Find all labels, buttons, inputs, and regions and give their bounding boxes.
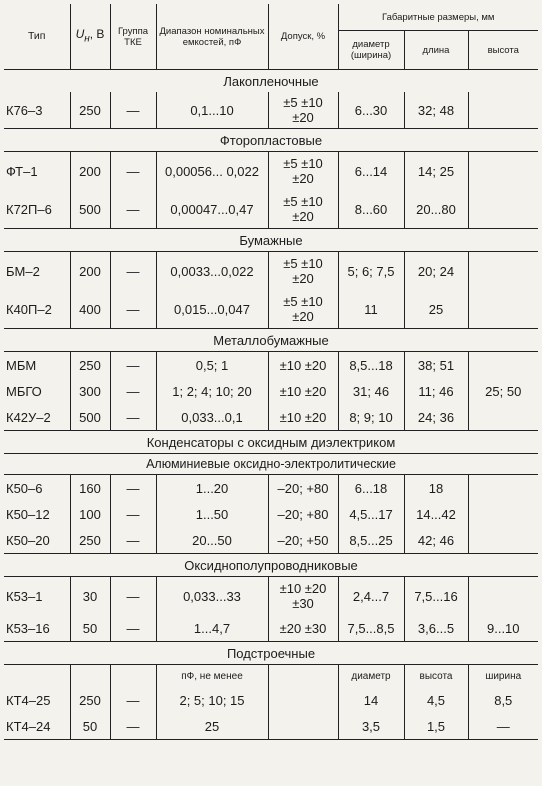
cell-tolerance: ±5 ±10 ±20 xyxy=(268,152,338,191)
table-row xyxy=(4,252,538,291)
cell-diameter: 6...14 xyxy=(338,152,404,191)
cell-height xyxy=(468,152,538,191)
cell-tolerance: –20; +80 xyxy=(268,501,338,527)
cell-type: К50–20 xyxy=(4,527,70,554)
cell-voltage: 250 xyxy=(70,527,110,554)
cell-diameter: 3,5 xyxy=(338,713,404,740)
cell-voltage: 30 xyxy=(70,577,110,616)
cell-tke: — xyxy=(110,527,156,554)
cell-voltage: 400 xyxy=(70,290,110,329)
cell-height xyxy=(468,290,538,329)
section-oxsemi: Оксиднополупроводниковые xyxy=(4,554,538,577)
cell-tolerance: ±5 ±10 ±20 xyxy=(268,190,338,229)
cell-type: К53–16 xyxy=(4,615,70,642)
table-row xyxy=(4,152,538,191)
cell-voltage: 50 xyxy=(70,615,110,642)
trimmer-header-width: ширина xyxy=(485,670,522,682)
cell-diameter: 4,5...17 xyxy=(338,501,404,527)
cell-length: 14...42 xyxy=(404,501,468,527)
cell-voltage: 100 xyxy=(70,501,110,527)
cell-type: К76–3 xyxy=(4,92,70,129)
section-paper: Бумажные xyxy=(4,229,538,252)
cell-tolerance: ±20 ±30 xyxy=(268,615,338,642)
cell-capacitance: 1...4,7 xyxy=(156,615,268,642)
trimmer-header-cap: пФ, не менее xyxy=(156,665,268,688)
section-aluminum: Алюминиевые оксидно-электролитические xyxy=(4,454,538,475)
cell-tke: — xyxy=(110,190,156,229)
cell-diameter: 7,5...8,5 xyxy=(338,615,404,642)
section-oxide: Конденсаторы с оксидным диэлектриком xyxy=(4,431,538,454)
cell-tke: — xyxy=(110,290,156,329)
cell-diameter: 8,5...18 xyxy=(338,352,404,379)
header-tke: Группа ТКЕ xyxy=(110,4,156,70)
cell-diameter: 8...60 xyxy=(338,190,404,229)
cell-voltage: 250 xyxy=(70,92,110,129)
cell-capacitance: 25 xyxy=(156,713,268,740)
table-row xyxy=(4,527,538,554)
header-capacitance: Диапазон номинальных емкостей, пФ xyxy=(156,4,268,70)
header-type: Тип xyxy=(4,4,70,70)
cell-diameter: 6...18 xyxy=(338,475,404,502)
cell-voltage: 200 xyxy=(70,152,110,191)
cell-capacitance: 0,015...0,047 xyxy=(156,290,268,329)
cell-height xyxy=(468,577,538,616)
cell-capacitance: 0,00047...0,47 xyxy=(156,190,268,229)
cell-length: 38; 51 xyxy=(404,352,468,379)
cell-tke: — xyxy=(110,92,156,129)
cell-length: 20...80 xyxy=(404,190,468,229)
cell-height xyxy=(468,475,538,502)
header-voltage: $U_н$, В xyxy=(70,4,110,70)
cell-width: — xyxy=(468,713,538,740)
header-tolerance: Допуск, % xyxy=(268,4,338,70)
cell-tke: — xyxy=(110,152,156,191)
cell-length: 18 xyxy=(404,475,468,502)
cell-diameter: 5; 6; 7,5 xyxy=(338,252,404,291)
cell-height: 25; 50 xyxy=(485,383,522,399)
cell-tolerance: ±5 ±10 ±20 xyxy=(268,290,338,329)
trimmer-header-diameter: диаметр xyxy=(338,665,404,688)
table-row xyxy=(4,501,538,527)
table-row xyxy=(4,404,538,431)
section-film: Фторопластовые xyxy=(4,129,538,152)
cell-capacitance: 20...50 xyxy=(156,527,268,554)
cell-voltage: 200 xyxy=(70,252,110,291)
cell-diameter: 6...30 xyxy=(338,92,404,129)
cell-tolerance: ±10 ±20 ±30 xyxy=(268,577,338,616)
cell-type: К40П–2 xyxy=(4,290,70,329)
cell-length: 7,5...16 xyxy=(404,577,468,616)
cell-length: 42; 46 xyxy=(404,527,468,554)
cell-tke: — xyxy=(110,501,156,527)
cell-tolerance xyxy=(268,687,338,713)
table-row xyxy=(4,290,538,329)
cell-length: 20; 24 xyxy=(404,252,468,291)
table-row xyxy=(4,475,538,502)
cell-type: К53–1 xyxy=(4,577,70,616)
cell-tolerance: ±10 ±20 xyxy=(268,378,338,404)
table-row xyxy=(4,713,538,740)
cell-height xyxy=(468,501,538,527)
cell-type: МБМ xyxy=(4,352,70,379)
cell-tke: — xyxy=(110,352,156,379)
cell-type: К50–6 xyxy=(4,475,70,502)
cell-tolerance: ±5 ±10 ±20 xyxy=(268,252,338,291)
cell-width: 8,5 xyxy=(494,692,513,708)
cell-height xyxy=(468,352,538,379)
cell-type: БМ–2 xyxy=(4,252,70,291)
cell-tolerance: ±10 ±20 xyxy=(268,404,338,431)
cell-type: КТ4–25 xyxy=(4,687,70,713)
cell-diameter: 8,5...25 xyxy=(338,527,404,554)
cell-type: ФТ–1 xyxy=(4,152,70,191)
cell-tolerance: ±5 ±10 ±20 xyxy=(268,92,338,129)
cell-type: К72П–6 xyxy=(4,190,70,229)
table-row xyxy=(4,615,538,642)
cell-length: 3,6...5 xyxy=(404,615,468,642)
section-lacquer: Лакопленочные xyxy=(4,70,538,93)
cell-tolerance: ±10 ±20 xyxy=(268,352,338,379)
cell-height: 1,5 xyxy=(404,713,468,740)
capacitor-spec-table xyxy=(4,4,538,740)
cell-voltage: 300 xyxy=(70,378,110,404)
section-metalpaper: Металлобумажные xyxy=(4,329,538,352)
trimmer-subheader xyxy=(4,665,538,688)
table-row xyxy=(4,687,538,713)
table-row xyxy=(4,92,538,129)
cell-diameter: 31; 46 xyxy=(338,378,404,404)
table-row xyxy=(4,577,538,616)
cell-diameter: 2,4...7 xyxy=(338,577,404,616)
cell-voltage: 50 xyxy=(70,713,110,740)
section-trimmer: Подстроечные xyxy=(4,642,538,665)
cell-type: К50–12 xyxy=(4,501,70,527)
cell-capacitance: 0,0033...0,022 xyxy=(156,252,268,291)
cell-tke: — xyxy=(110,378,156,404)
trimmer-header-height: высота xyxy=(404,665,468,688)
cell-tke: — xyxy=(110,687,156,713)
cell-voltage: 160 xyxy=(70,475,110,502)
table-row xyxy=(4,190,538,229)
cell-capacitance: 0,033...33 xyxy=(156,577,268,616)
cell-capacitance: 1...20 xyxy=(156,475,268,502)
cell-length: 24; 36 xyxy=(404,404,468,431)
cell-tolerance: –20; +80 xyxy=(268,475,338,502)
table-row xyxy=(4,352,538,379)
cell-voltage: 250 xyxy=(70,687,110,713)
cell-diameter: 11 xyxy=(338,290,404,329)
cell-tolerance: –20; +50 xyxy=(268,527,338,554)
cell-length: 11; 46 xyxy=(404,378,468,404)
header-height: высота xyxy=(468,31,538,70)
cell-type: К42У–2 xyxy=(4,404,70,431)
cell-height xyxy=(468,404,538,431)
cell-capacitance: 0,033...0,1 xyxy=(156,404,268,431)
cell-tke: — xyxy=(110,404,156,431)
cell-height: 9...10 xyxy=(486,620,520,636)
cell-tke: — xyxy=(110,252,156,291)
cell-tke: — xyxy=(110,615,156,642)
table-row xyxy=(4,378,538,404)
cell-diameter: 14 xyxy=(338,687,404,713)
cell-capacitance: 0,1...10 xyxy=(156,92,268,129)
header-diameter: диаметр (ширина) xyxy=(338,31,404,70)
cell-capacitance: 2; 5; 10; 15 xyxy=(156,687,268,713)
cell-height xyxy=(468,252,538,291)
cell-voltage: 250 xyxy=(70,352,110,379)
cell-capacitance: 0,5; 1 xyxy=(156,352,268,379)
cell-length: 32; 48 xyxy=(404,92,468,129)
cell-capacitance: 1...50 xyxy=(156,501,268,527)
cell-height xyxy=(468,92,538,129)
cell-length: 14; 25 xyxy=(404,152,468,191)
cell-tke: — xyxy=(110,577,156,616)
cell-tolerance xyxy=(268,713,338,740)
cell-type: КТ4–24 xyxy=(4,713,70,740)
cell-capacitance: 0,00056... 0,022 xyxy=(156,152,268,191)
cell-capacitance: 1; 2; 4; 10; 20 xyxy=(156,378,268,404)
header-dimensions: Габаритные размеры, мм xyxy=(338,4,538,31)
cell-diameter: 8; 9; 10 xyxy=(338,404,404,431)
cell-length: 25 xyxy=(404,290,468,329)
header-length: длина xyxy=(404,31,468,70)
cell-tke: — xyxy=(110,713,156,740)
cell-height xyxy=(468,190,538,229)
cell-voltage: 500 xyxy=(70,190,110,229)
cell-tke: — xyxy=(110,475,156,502)
cell-height xyxy=(468,527,538,554)
cell-height: 4,5 xyxy=(404,687,468,713)
cell-type: МБГО xyxy=(4,378,70,404)
cell-voltage: 500 xyxy=(70,404,110,431)
